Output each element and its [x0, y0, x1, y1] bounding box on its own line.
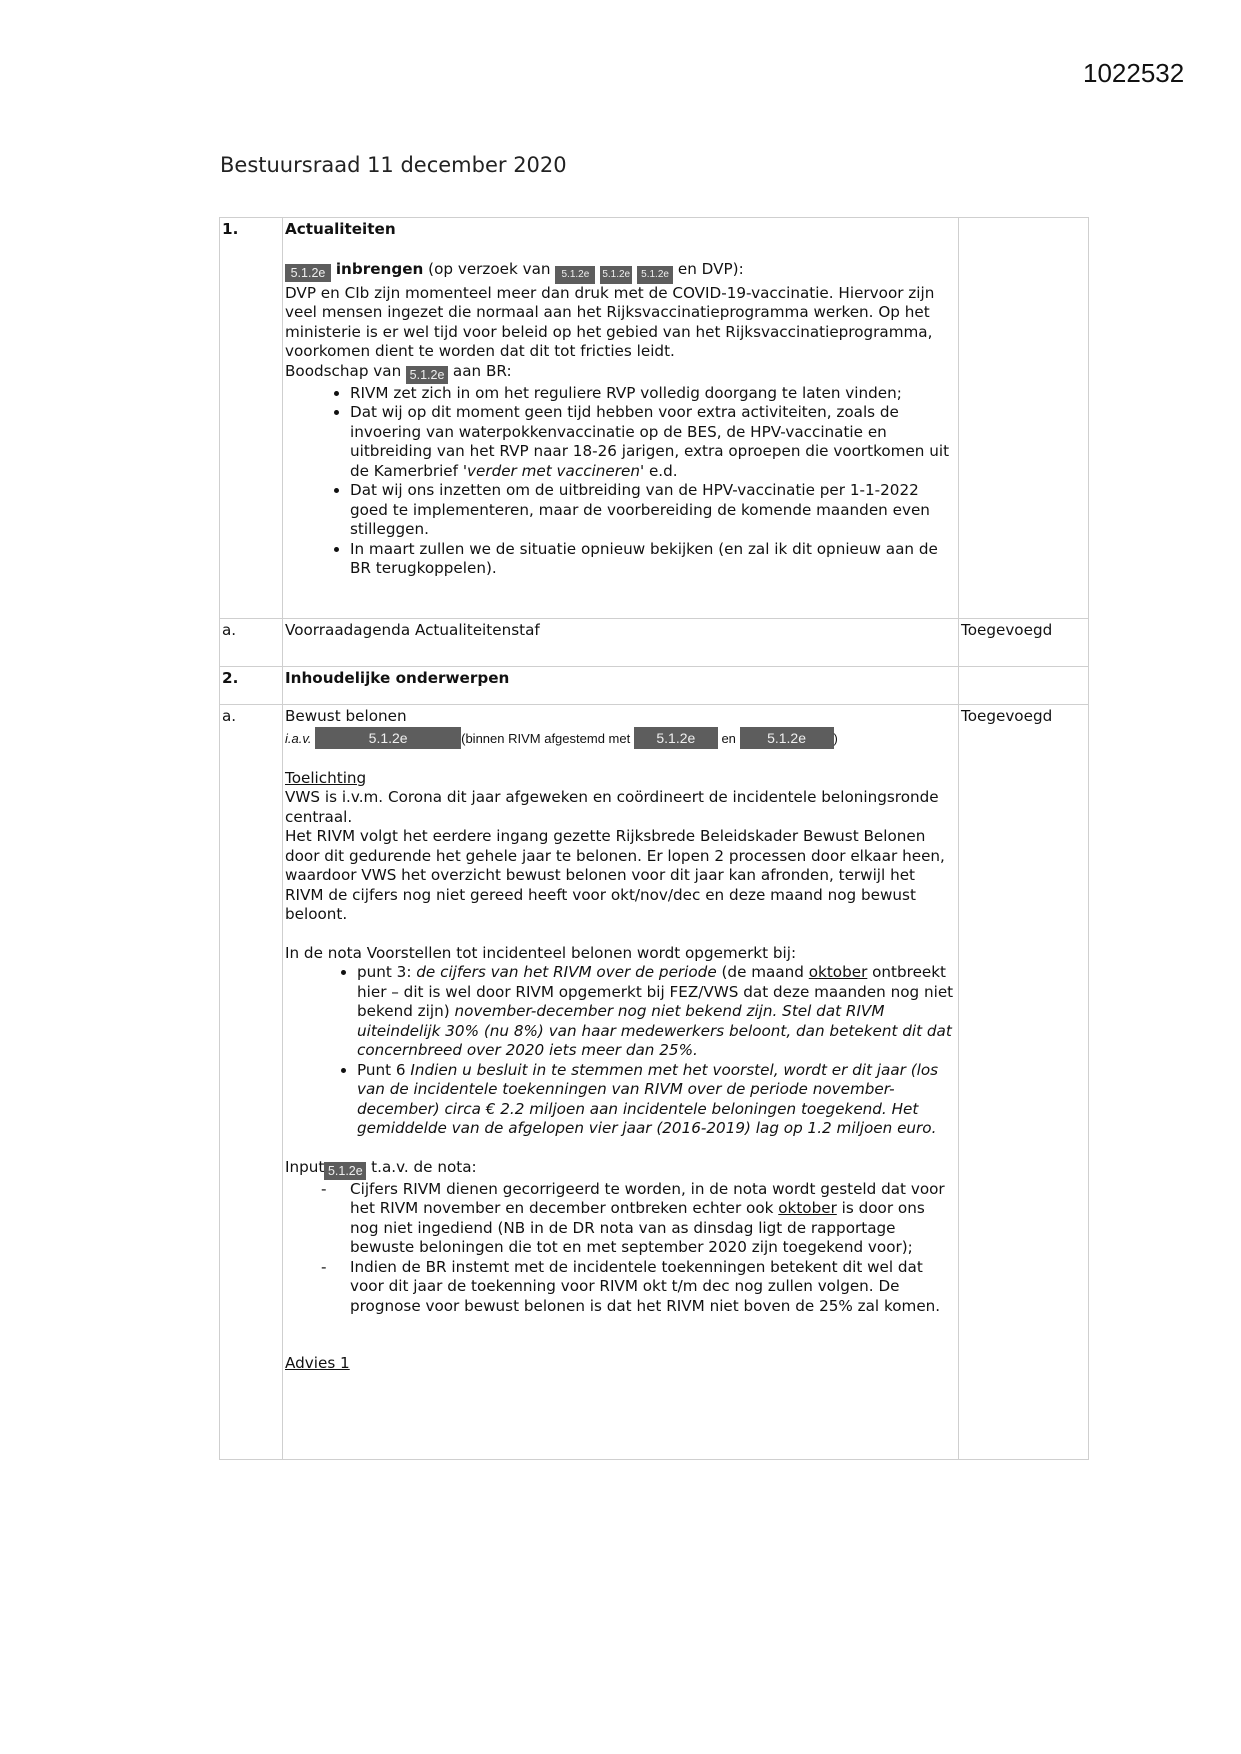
bullet-italic: Indien u besluit in te stemmen met het voorstel, wordt er dit jaar (los van de incidentele toekenningen van RIVM over de periode november-december) circa € 2.2 miljoen aan incidentele beloningen toegekend. Het gemiddelde van de afgelopen vier jaar (2016-2019) lag op 1.2 miljoen euro. — [357, 1060, 939, 1137]
item-content-cell — [283, 705, 959, 1460]
agenda-row-1 — [220, 218, 1089, 619]
redaction-box: 5.1.2e — [285, 264, 331, 282]
redaction-box: 5.1.2e — [634, 727, 718, 749]
item-status-cell — [959, 619, 1089, 667]
item-title: Bewust belonen — [285, 707, 407, 725]
redaction-box: 5.1.2e — [406, 366, 448, 384]
agenda-row-1a — [220, 619, 1089, 667]
list-item — [350, 403, 957, 481]
nota-intro: In de nota Voorstellen tot incidenteel belonen wordt opgemerkt bij: — [285, 943, 797, 962]
bullet-italic: november-december nog niet bekend zijn. Stel dat RIVM uiteindelijk 30% (nu 8%) van haar medewerkers beloont, dan betekent dit dat concernbreed over 2020 iets meer dan 25%. — [357, 1002, 952, 1059]
advies-heading: Advies 1 — [285, 1354, 350, 1372]
agenda-row-2 — [220, 667, 1089, 705]
list-item: • RIVM zet zich in om het reguliere RVP volledig doorgang te laten vinden; — [350, 384, 957, 404]
input-pre: Input — [285, 1157, 325, 1176]
dash-text: Cijfers RIVM dienen gecorrigeerd te worden, in de nota wordt gesteld dat voor het RIVM november en december ontbreken echter ook — [350, 1179, 945, 1217]
bullet-underline: oktober — [808, 963, 868, 981]
section-title: Inhoudelijke onderwerpen — [285, 669, 510, 687]
status-label: Toegevoegd — [961, 621, 1053, 639]
message-list — [285, 384, 957, 579]
item-number: 1. — [222, 220, 239, 238]
boodschap-line — [285, 362, 957, 384]
item-number-cell — [220, 667, 283, 705]
bullet-italic: verder met vaccineren — [467, 461, 640, 480]
en-text: en — [721, 730, 736, 746]
redaction-box: 5.1.2e — [555, 266, 595, 284]
close-paren: ) — [833, 730, 838, 746]
agenda-table — [219, 217, 1089, 1460]
status-label: Toegevoegd — [961, 707, 1053, 725]
request-bold: inbrengen — [335, 259, 424, 278]
dash-text: is door ons nog niet ingediend (NB in de DR nota van as dinsdag ligt de rapportage bewuste beloningen die tot en met september 2020 zijn toegekend voor); — [350, 1199, 925, 1256]
section-paragraph: DVP en CIb zijn momenteel meer dan druk met de COVID-19-vaccinatie. Hiervoor zijn veel mensen ingezet die normaal aan het Rijksvaccinatieprogramma werken. Op het ministerie is er wel tijd voor beleid op het gebied van het Rijksvaccinatieprogramma, voorkomen dient te worden dat dit tot fricties leidt. — [285, 283, 935, 360]
boodschap-pre: Boodschap van — [285, 361, 402, 380]
bullet-text: ontbreekt hier – dit is wel door RIVM opgemerkt bij FEZ/VWS dat deze maanden nog niet bekend zijn) — [357, 963, 954, 1020]
list-item — [357, 1061, 957, 1139]
nota-list — [285, 963, 957, 1139]
boodschap-post: aan BR: — [452, 361, 512, 380]
toelichting-heading: Toelichting — [285, 768, 367, 787]
item-number-cell — [220, 619, 283, 667]
document-number: 1022532 — [1083, 58, 1185, 88]
iav-line — [285, 727, 957, 750]
list-item — [350, 1180, 957, 1258]
redaction-box: 5.1.2e — [740, 727, 834, 749]
paragraph: Het RIVM volgt het eerdere ingang gezette Rijksbrede Beleidskader Bewust Belonen door dit gedurende het gehele jaar te belonen. Er lopen 2 processen door elkaar heen, waardoor VWS het overzicht bewust belonen voor dit jaar kan afronden, terwijl het RIVM de cijfers nog niet gereed heeft voor okt/nov/dec en deze maand nog bewust beloont. — [285, 827, 945, 923]
redaction-box: 5.1.2e — [600, 266, 632, 284]
request-line — [285, 260, 957, 284]
paragraph: VWS is i.v.m. Corona dit jaar afgeweken en coördineert de incidentele beloningsronde centraal. — [285, 788, 939, 826]
item-number: a. — [222, 621, 237, 639]
list-item: • Dat wij ons inzetten om de uitbreiding van de HPV-vaccinatie per 1-1-2022 goed te implementeren, maar de voorbereiding de komende maanden even stilleggen. — [350, 481, 957, 540]
input-line — [285, 1158, 957, 1180]
input-post: t.a.v. de nota: — [371, 1157, 477, 1176]
bullet-italic: de cijfers van het RIVM over de periode — [416, 963, 717, 981]
request-pre: (op verzoek van — [428, 259, 551, 278]
document-title: Bestuursraad 11 december 2020 — [220, 153, 567, 177]
item-status-cell — [959, 218, 1089, 619]
bullet-text: punt 3: — [357, 963, 417, 981]
agenda-row-2a — [220, 705, 1089, 1460]
section-title: Actualiteiten — [285, 220, 396, 238]
item-status-cell — [959, 667, 1089, 705]
bullet-text: ' e.d. — [639, 461, 678, 480]
item-title: Voorraadagenda Actualiteitenstaf — [285, 621, 540, 639]
item-status-cell — [959, 705, 1089, 1460]
item-number-cell — [220, 705, 283, 1460]
list-item: • In maart zullen we de situatie opnieuw bekijken (en zal ik dit opnieuw aan de BR terugkoppelen). — [350, 540, 957, 579]
item-content-cell — [283, 218, 959, 619]
afgestemd-text: (binnen RIVM afgestemd met — [461, 730, 631, 746]
request-post: en DVP): — [677, 259, 744, 278]
list-item: - Indien de BR instemt met de incidentele toekenningen betekent dit wel dat voor dit jaar de toekenning voor RIVM okt t/m dec nog zullen volgen. De prognose voor bewust belonen is dat het RIVM niet boven de 25% zal komen. — [350, 1258, 957, 1317]
item-number: 2. — [222, 669, 239, 687]
bullet-text: (de maand — [716, 963, 809, 981]
iav-label: i.a.v. — [285, 730, 312, 746]
redaction-box: 5.1.2e — [637, 266, 673, 284]
item-content-cell — [283, 619, 959, 667]
list-item — [357, 963, 957, 1061]
dash-underline: oktober — [778, 1199, 837, 1217]
redaction-box: 5.1.2e — [315, 727, 461, 749]
bullet-text: Dat wij op dit moment geen tijd hebben voor extra activiteiten, zoals de invoering van waterpokkenvaccinatie op de BES, de HPV-vaccinatie en uitbreiding van het RVP naar 18-26 jarigen, extra oproepen die voortkomen uit de Kamerbrief ' — [350, 403, 950, 480]
item-number-cell — [220, 218, 283, 619]
item-number: a. — [222, 707, 237, 725]
input-list — [285, 1180, 957, 1317]
redaction-box: 5.1.2e — [324, 1162, 366, 1180]
item-content-cell — [283, 667, 959, 705]
bullet-text: Punt 6 — [357, 1060, 411, 1079]
